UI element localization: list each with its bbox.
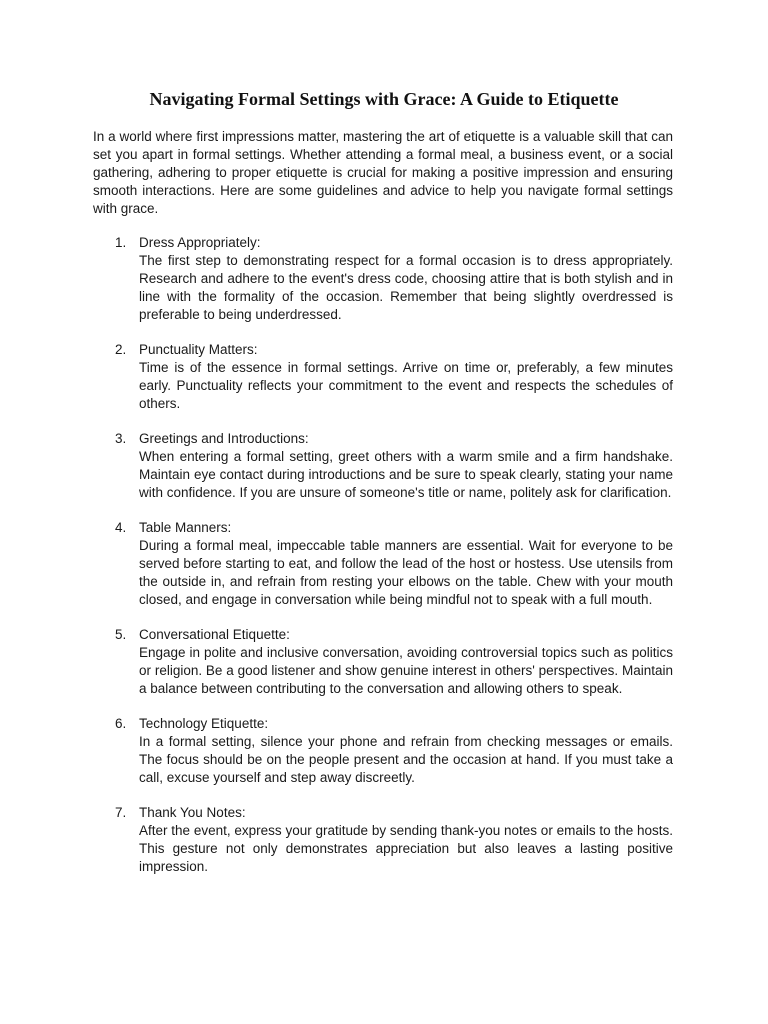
item-heading: Punctuality Matters: (139, 342, 258, 357)
item-number: 6. (115, 716, 127, 731)
item-body: Engage in polite and inclusive conversation, avoiding controversial topics such as politics or religion. Be a good listener and show genuine interest in others' perspectives. Maintain a balance between contributing to the conversation and allowing others to speak. (139, 645, 673, 696)
list-item (93, 715, 673, 787)
item-heading: Dress Appropriately: (139, 235, 261, 250)
guidelines-list (93, 234, 673, 893)
item-body: The first step to demonstrating respect for a formal occasion is to dress appropriately. Research and adhere to the event's dress code, choosing attire that is both stylish and in line with the formality of the occasion. Remember that being slightly overdressed is preferable to being underdressed. (139, 253, 673, 322)
list-item (93, 626, 673, 698)
list-item (93, 519, 673, 609)
item-number: 7. (115, 805, 127, 820)
list-item (93, 341, 673, 413)
item-body: In a formal setting, silence your phone and refrain from checking messages or emails. The focus should be on the people present and the occasion at hand. If you must take a call, excuse yourself and step away discreetly. (139, 734, 673, 785)
item-number: 1. (115, 235, 127, 250)
item-heading: Thank You Notes: (139, 805, 246, 820)
list-item (93, 804, 673, 876)
item-number: 4. (115, 520, 127, 535)
item-body: After the event, express your gratitude by sending thank-you notes or emails to the hosts. This gesture not only demonstrates appreciation but also leaves a lasting positive impression. (139, 823, 673, 874)
item-number: 3. (115, 431, 127, 446)
intro-paragraph: In a world where first impressions matter, mastering the art of etiquette is a valuable skill that can set you apart in formal settings. Whether attending a formal meal, a business event, or a social gathering, adhering to proper etiquette is crucial for making a positive impression and ensuring smooth interactions. Here are some guidelines and advice to help you navigate formal settings with grace. (93, 129, 673, 216)
document-title: Navigating Formal Settings with Grace: A Guide to Etiquette (149, 89, 619, 109)
item-body: Time is of the essence in formal settings. Arrive on time or, preferably, a few minutes early. Punctuality reflects your commitment to the event and respects the schedules of others. (139, 360, 673, 411)
list-item (93, 234, 673, 324)
item-body: During a formal meal, impeccable table manners are essential. Wait for everyone to be served before starting to eat, and follow the lead of the host or hostess. Use utensils from the outside in, and refrain from resting your elbows on the table. Chew with your mouth closed, and engage in conversation while being mindful not to speak with a full mouth. (139, 538, 673, 607)
item-heading: Table Manners: (139, 520, 232, 535)
item-heading: Conversational Etiquette: (139, 627, 290, 642)
item-number: 5. (115, 627, 127, 642)
list-item (93, 430, 673, 502)
item-heading: Technology Etiquette: (139, 716, 269, 731)
item-heading: Greetings and Introductions: (139, 431, 309, 446)
item-body: When entering a formal setting, greet others with a warm smile and a firm handshake. Maintain eye contact during introductions and be sure to speak clearly, stating your name with confidence. If you are unsure of someone's title or name, politely ask for clarification. (139, 449, 673, 500)
item-number: 2. (115, 342, 127, 357)
